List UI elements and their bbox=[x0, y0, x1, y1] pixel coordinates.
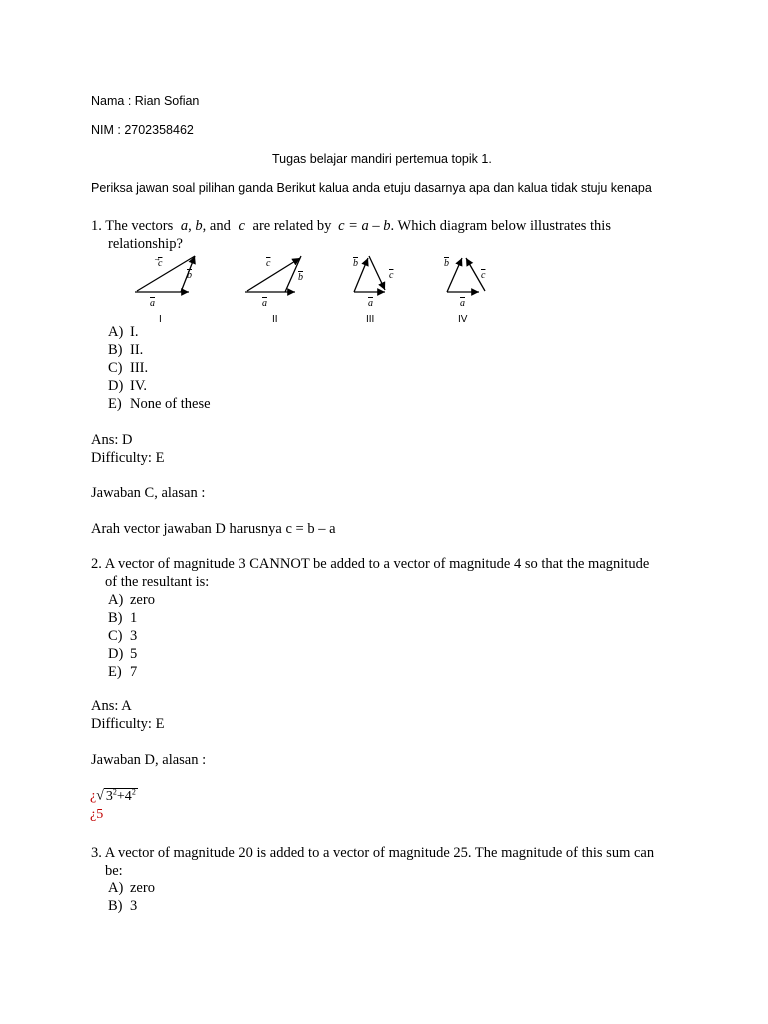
q2-calc-line2 bbox=[90, 807, 103, 823]
q1-equation: c = a – b bbox=[338, 218, 391, 234]
d3-label-b: $\overline{b}$ bbox=[353, 258, 358, 269]
q1-sep1: , bbox=[188, 218, 192, 234]
q2-option-e: E) 7 bbox=[108, 664, 138, 680]
q1-var-a: a bbox=[180, 218, 189, 234]
d1-label-c: c bbox=[158, 258, 163, 269]
diagram-3 bbox=[354, 256, 385, 292]
d1-label-b: $\overline{b}$ bbox=[187, 270, 192, 281]
assignment-title: Tugas belajar mandiri pertemua topik 1. bbox=[272, 152, 492, 166]
q1-var-c: c bbox=[238, 218, 245, 234]
q2-ans: Ans: A bbox=[91, 698, 132, 714]
q2-option-b: B) 1 bbox=[108, 610, 138, 626]
q2-jawaban: Jawaban D, alasan : bbox=[91, 752, 207, 768]
q2-calc-prefix: ¿ bbox=[90, 788, 97, 804]
diagram-label-2: II bbox=[272, 314, 278, 325]
d3-label-a: $\overline{a}$ bbox=[368, 298, 373, 309]
q1-ans: Ans: D bbox=[91, 432, 133, 448]
q3-line1: 3. A vector of magnitude 20 is added to a vector of magnitude 25. The magnitude of this sum can bbox=[91, 845, 655, 861]
d3-label-c: $\overline{c}$ bbox=[389, 270, 394, 281]
q1-jawaban: Jawaban C, alasan : bbox=[91, 485, 206, 501]
student-nim: NIM : 2702358462 bbox=[91, 123, 194, 137]
q1-difficulty: Difficulty: E bbox=[91, 450, 165, 466]
sqrt-icon: √ bbox=[96, 788, 104, 804]
q2-line1: 2. A vector of magnitude 3 CANNOT be added to a vector of magnitude 4 so that the magnitude bbox=[91, 556, 650, 572]
diagram-label-1: I bbox=[159, 314, 162, 325]
q2-difficulty: Difficulty: E bbox=[91, 716, 165, 732]
d4-label-b: $\overline{b}$ bbox=[444, 258, 449, 269]
diagram-label-4: IV bbox=[458, 314, 468, 325]
diagram-label-3: III bbox=[366, 314, 375, 325]
q2-option-d: D) 5 bbox=[108, 646, 138, 662]
q1-option-a: A) I. bbox=[108, 324, 139, 340]
q2-option-c: C) 3 bbox=[108, 628, 138, 644]
q3-option-b: B) 3 bbox=[108, 898, 138, 914]
student-name: Nama : Rian Sofian bbox=[91, 94, 200, 108]
q2-calc-line1: ¿√ $3^2+4^2$ bbox=[90, 787, 136, 804]
d2-label-c: $\overline{c}$ bbox=[266, 258, 271, 269]
q2-calc-result: ¿5 bbox=[90, 807, 104, 822]
q3-line2: be: bbox=[105, 863, 123, 879]
diagram-1 bbox=[135, 256, 195, 292]
d2-label-b: $\overline{b}$ bbox=[298, 272, 303, 283]
q1-line2: relationship? bbox=[108, 236, 183, 252]
q1-option-c: C) III. bbox=[108, 360, 149, 376]
q1-line1 bbox=[91, 218, 611, 235]
q1-related: are related by bbox=[252, 218, 332, 234]
d4-label-a: $\overline{a}$ bbox=[460, 298, 465, 309]
q1-num: 1. The vectors bbox=[91, 218, 174, 234]
q1-option-e: E) None of these bbox=[108, 396, 211, 412]
instruction-text: Periksa jawan soal pilihan ganda Berikut kalua anda etuju dasarnya apa dan kalua tidak stuju kenapa bbox=[91, 181, 652, 195]
q2-line2: of the resultant is: bbox=[105, 574, 210, 590]
q1-option-d: D) IV. bbox=[108, 378, 148, 394]
q1-rest: . Which diagram below illustrates this bbox=[390, 218, 611, 234]
q1-reason: Arah vector jawaban D harusnya c = b – a bbox=[91, 521, 336, 537]
q3-option-a: A) zero bbox=[108, 880, 155, 896]
q2-option-a: A) zero bbox=[108, 592, 155, 608]
q1-var-b: b bbox=[195, 218, 203, 234]
diagram-2 bbox=[245, 256, 301, 292]
d4-label-c: $\overline{c}$ bbox=[481, 270, 486, 281]
q1-and: , and bbox=[202, 218, 231, 234]
d2-label-a: $\overline{a}$ bbox=[262, 298, 267, 309]
d1-label-a: $\overline{a}$ bbox=[150, 298, 155, 309]
diagram-4 bbox=[447, 258, 485, 292]
q1-option-b: B) II. bbox=[108, 342, 144, 358]
